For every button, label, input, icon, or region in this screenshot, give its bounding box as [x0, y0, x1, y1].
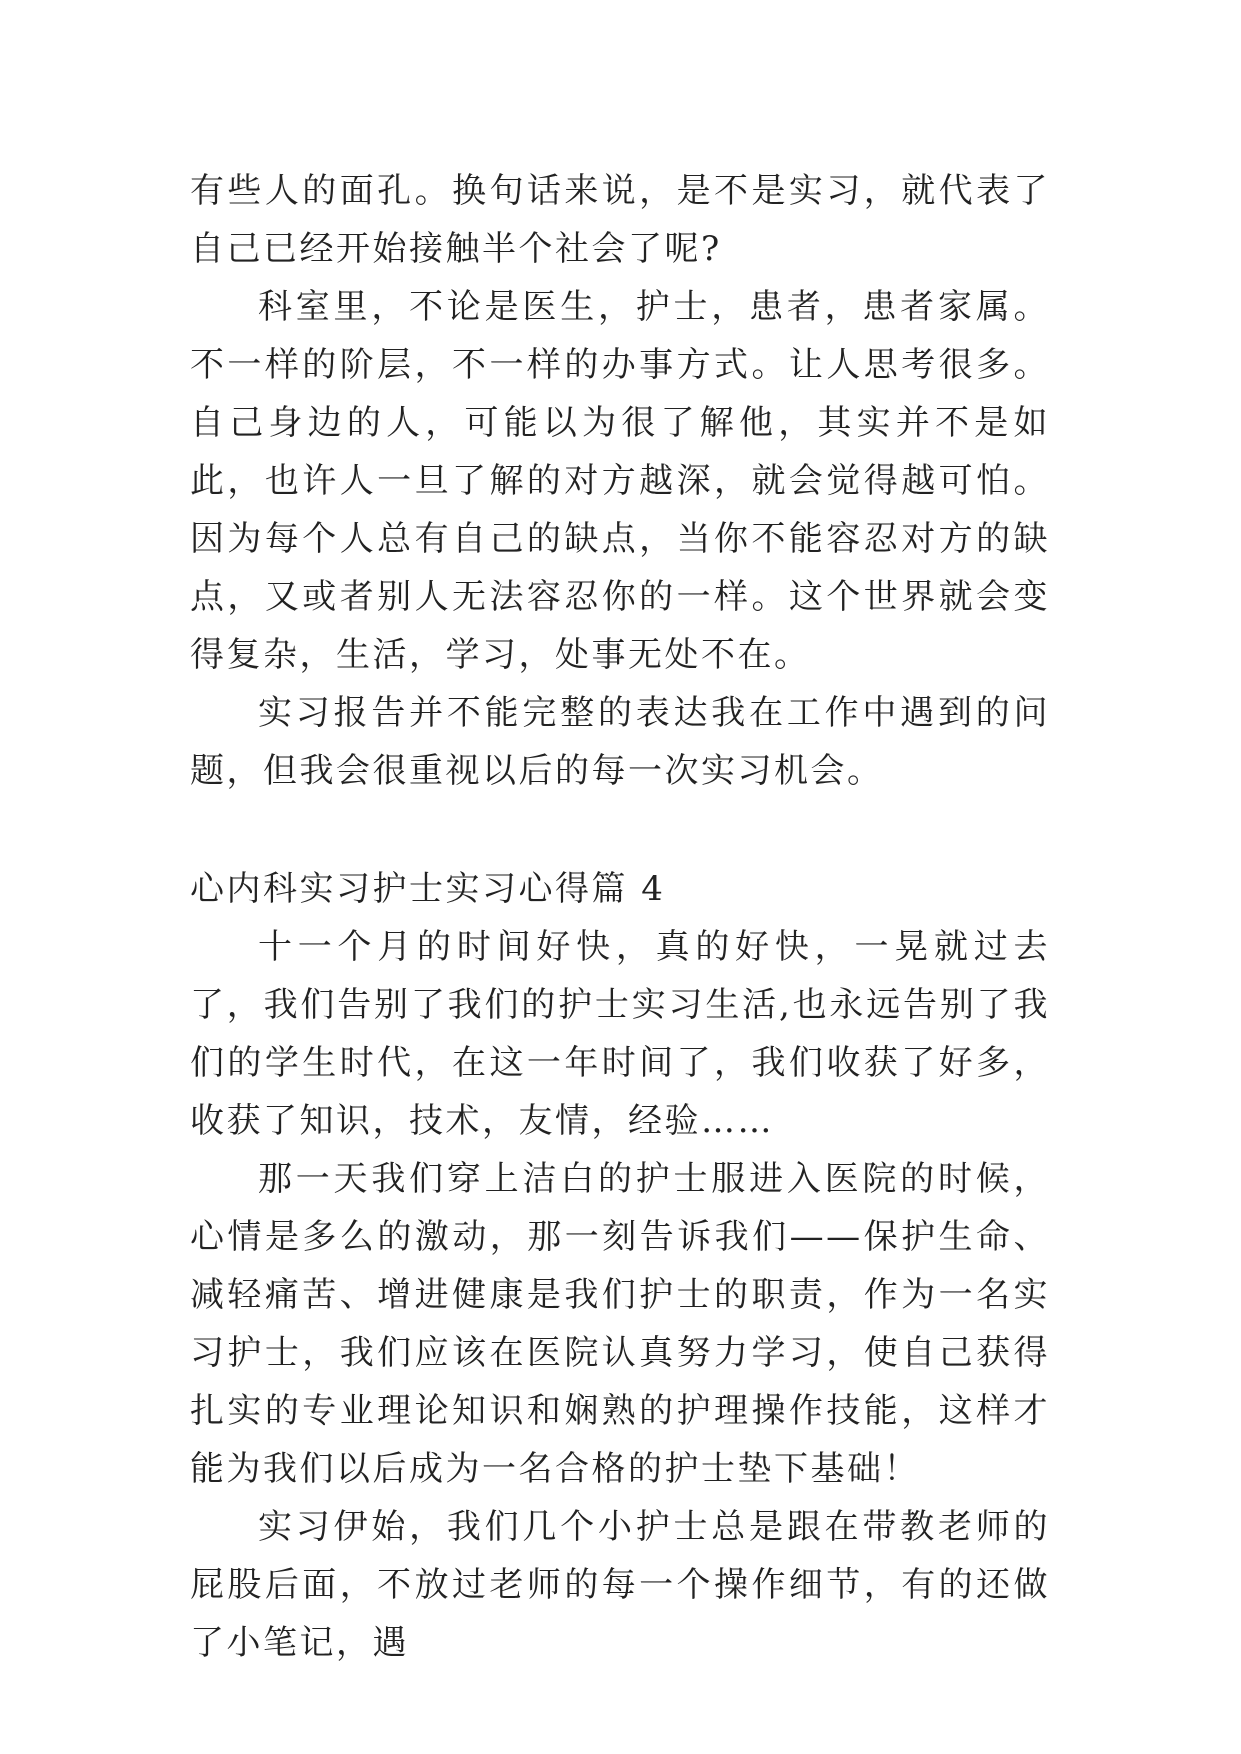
section-heading: 心内科实习护士实习心得篇 4 [190, 869, 666, 909]
paragraph-3: 实习报告并不能完整的表达我在工作中遇到的问题，但我会很重视以后的每一次实习机会。 [190, 693, 1050, 791]
paragraph-4: 十一个月的时间好快，真的好快，一晃就过去了，我们告别了我们的护士实习生活,也永远告别了我们的学生时代，在这一年时间了，我们收获了好多，收获了知识，技术，友情，经验…… [190, 927, 1050, 1141]
paragraph-6: 实习伊始，我们几个小护士总是跟在带教老师的屁股后面，不放过老师的每一个操作细节，有的还做了小笔记，遇 [190, 1507, 1050, 1663]
paragraph-5: 那一天我们穿上洁白的护士服进入医院的时候，心情是多么的激动，那一刻告诉我们——保护生命、减轻痛苦、增进健康是我们护士的职责，作为一名实习护士，我们应该在医院认真努力学习，使自己获得扎实的专业理论知识和娴熟的护理操作技能，这样才能为我们以后成为一名合格的护士垫下基础！ [190, 1159, 1050, 1489]
paragraph-1: 有些人的面孔。换句话来说，是不是实习，就代表了自己已经开始接触半个社会了呢? [190, 171, 1050, 269]
document-body [190, 162, 1050, 1672]
paragraph-2: 科室里，不论是医生，护士，患者，患者家属。不一样的阶层，不一样的办事方式。让人思考很多。自己身边的人，可能以为很了解他，其实并不是如此，也许人一旦了解的对方越深，就会觉得越可怕。因为每个人总有自己的缺点，当你不能容忍对方的缺点，又或者别人无法容忍你的一样。这个世界就会变得复杂，生活，学习，处事无处不在。 [190, 287, 1050, 675]
